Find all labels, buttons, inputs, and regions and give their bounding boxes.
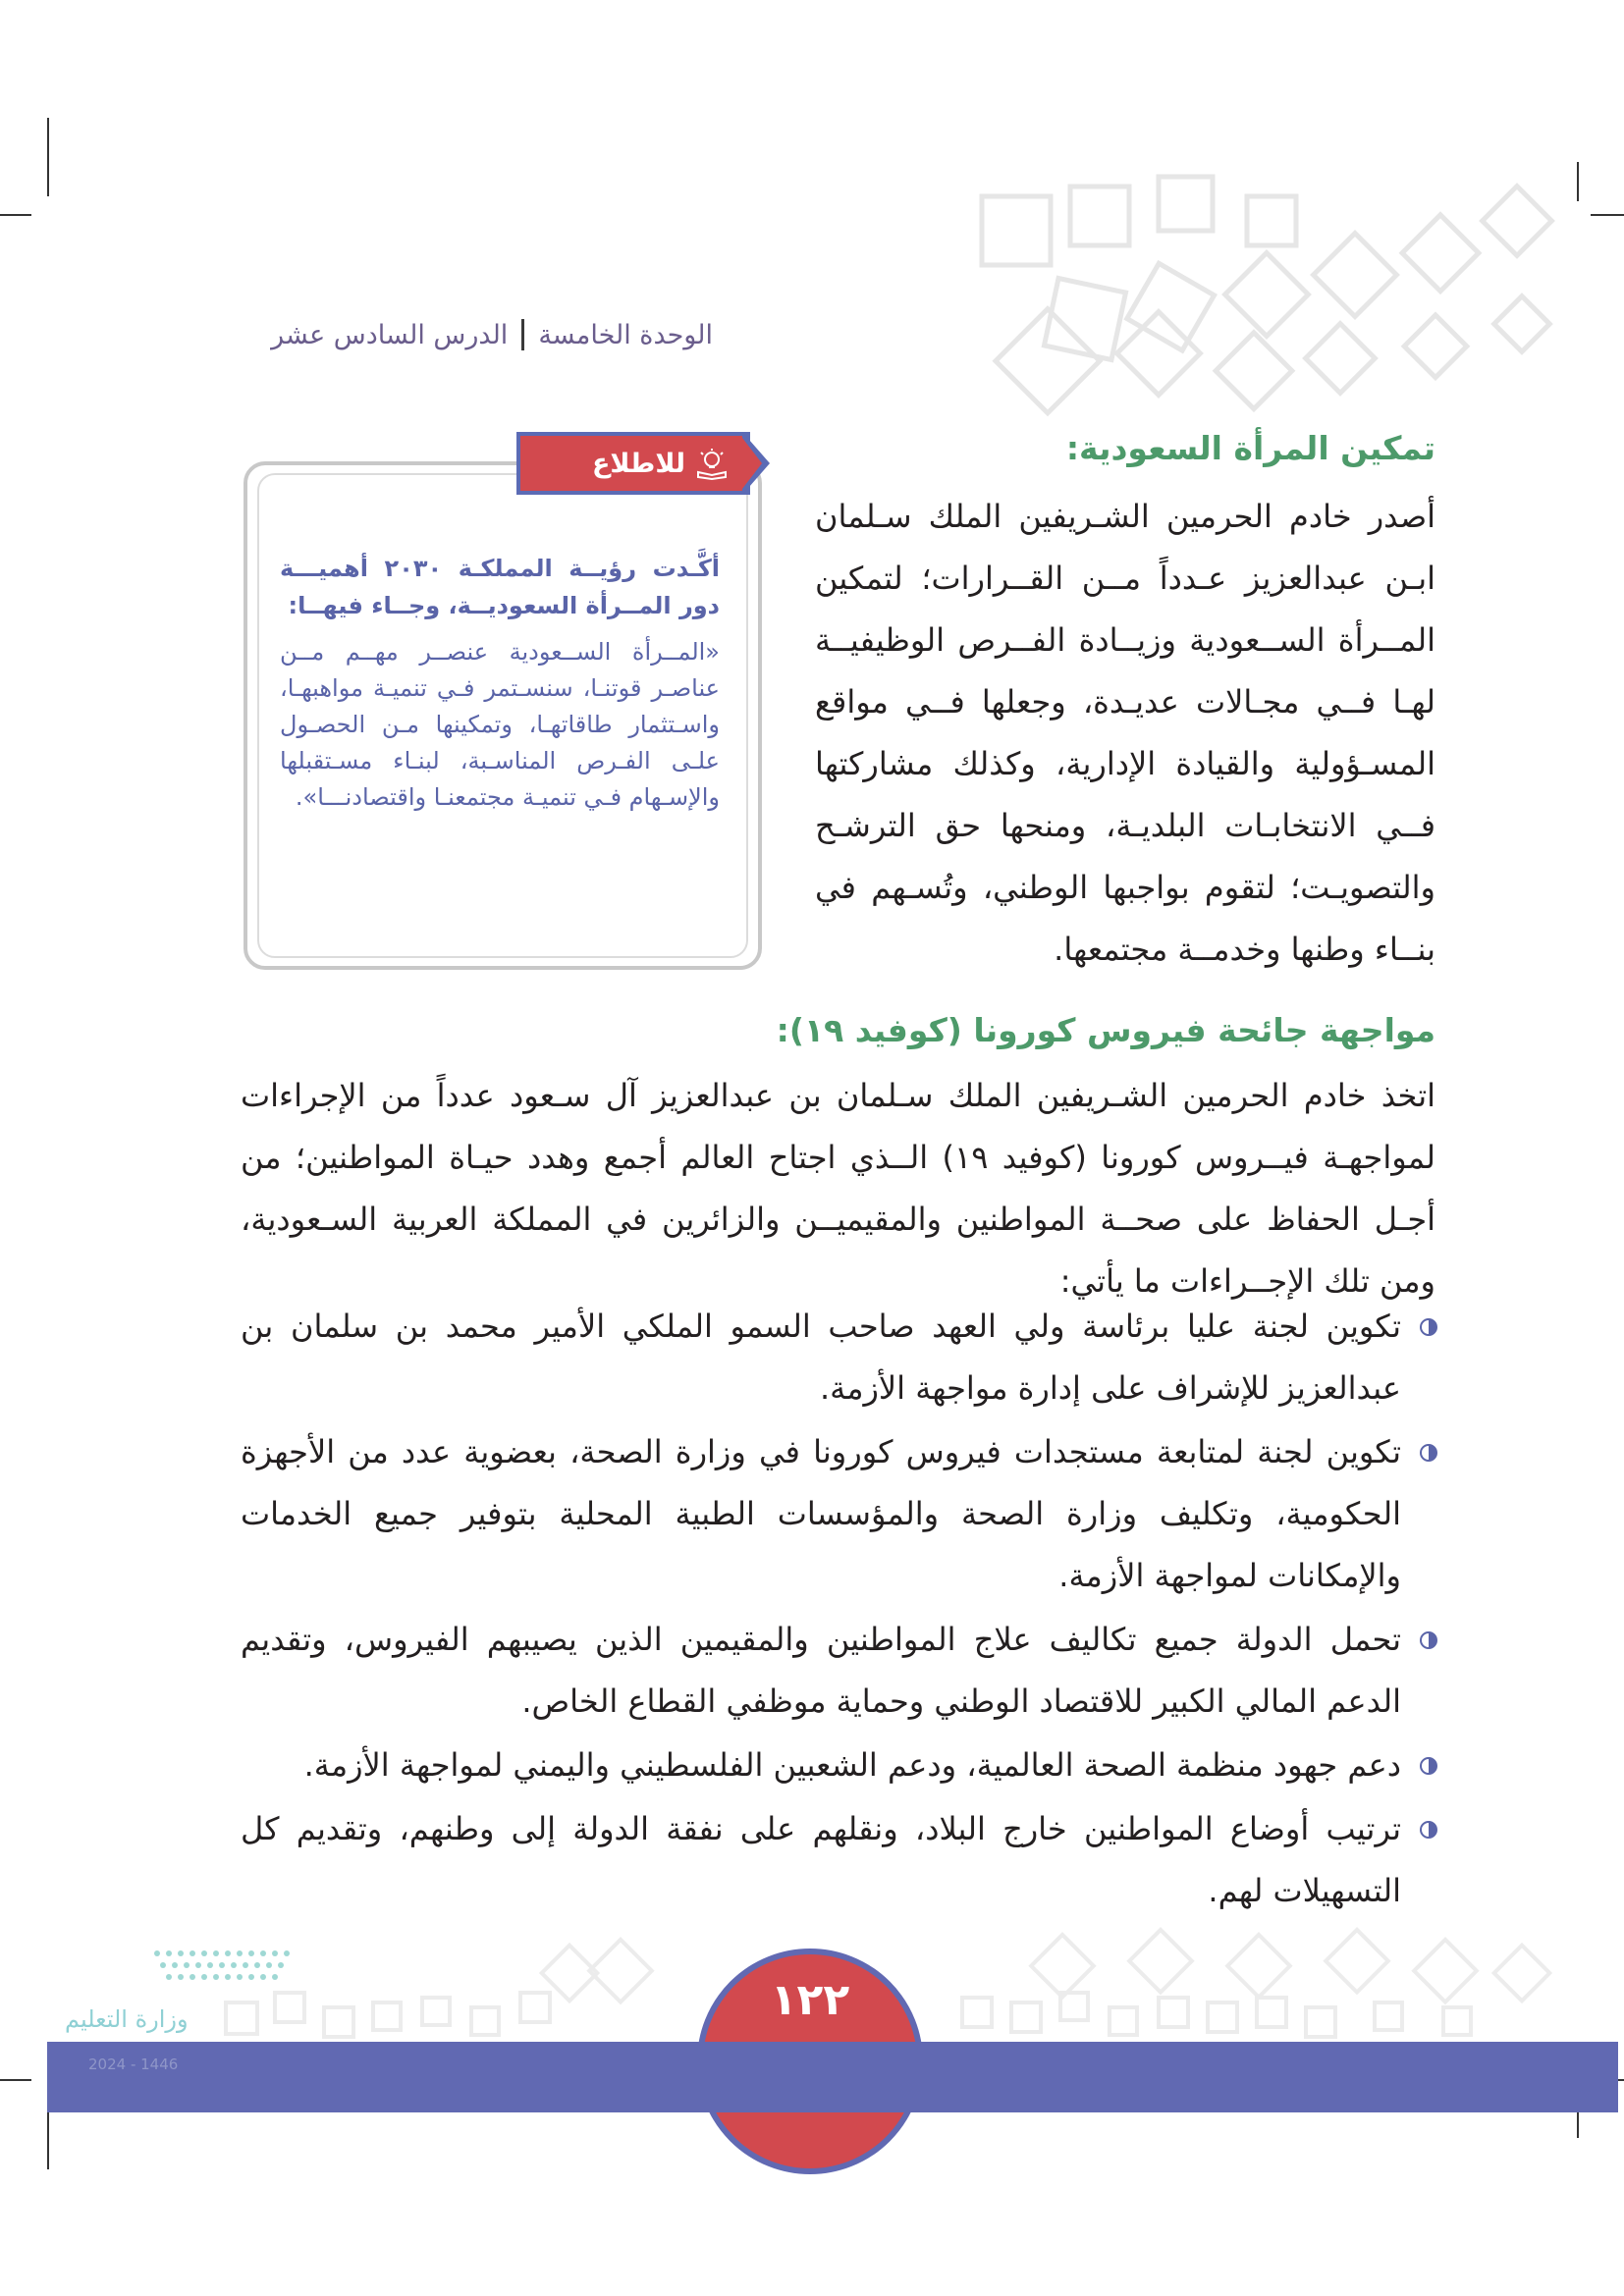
sidebar-title: أكَّـدت رؤيــة المملكـة ٢٠٣٠ أهميـــة دور المــرأة السعوديــة، وجــاء فيهــا: xyxy=(280,555,720,619)
list-item xyxy=(241,1609,1438,1733)
list-item-text: تكوين لجنة لمتابعة مستجدات فيروس كورونا في وزارة الصحة، بعضوية عدد من الأجهزة الحكومية، وتكليف وزارة الصحة والمؤسسات الطبية المحلية بتوفير جميع الخدمات والإمكانات لمواجهة الأزمة. xyxy=(241,1433,1401,1594)
sidebar-body: «المــرأة الســعودية عنصــر مهــم مــن عناصـر قوتنـا، سنسـتمر فـي تنميـة مواهبهـا، واسـتثمار طاقاتهـا، وتمكينها مـن الحصـول علـى الفـرص المناسـبة، لبنـاء مسـتقبلها والإسـهام فـي تنميـة مجتمعنـا واقتصادنـــا». xyxy=(280,638,720,811)
section-text-women-empowerment: أصدر خادم الحرمين الشـريفين الملك سـلمان ابـن عبدالعزيز عـدداً مــن القــرارات؛ لتمكين المــرأة الســعودية وزيــادة الفــرص الوظيفيــة لهـا فــي مجـالات عديـدة، وجعلها فــي مواقع المسـؤولية والقيادة الإدارية، وكذلك مشاركتها فــي الانتخابـات البلديـة، ومنحها حق الترشـح والتصويـت؛ لتقوم بواجبها الوطني، وتُسـهم في بنــاء وطنها وخدمــة مجتمعها. xyxy=(815,498,1435,968)
bullet-icon xyxy=(1419,1317,1438,1337)
breadcrumb xyxy=(236,319,713,350)
section-intro-covid: اتخذ خادم الحرمين الشـريفين الملك سـلمان بن عبدالعزيز آل سـعود عدداً من الإجراءات لمواجهـة فيــروس كورونا (كوفيد ١٩) الــذي اجتاح العالم أجمع وهدد حيـاة المواطنين؛ من أجـل الحفاظ على صحــة المواطنين والمقيميــن والزائرين في المملكة العربية السـعودية، ومن تلك الإجــراءات ما يأتي: xyxy=(241,1077,1436,1300)
lightbulb-book-icon xyxy=(695,447,729,480)
footer-bar xyxy=(47,2042,1618,2112)
ministry-year: 2024 - 1446 xyxy=(88,2056,179,2073)
crop-mark xyxy=(0,214,31,216)
list-item xyxy=(241,1798,1438,1922)
section-heading-covid: مواجهة جائحة فيروس كورونا (كوفيد ١٩): xyxy=(776,1011,1435,1049)
bullet-icon xyxy=(1419,1756,1438,1776)
list-item xyxy=(241,1735,1438,1796)
crop-mark xyxy=(1577,162,1579,201)
section-heading-women-empowerment: تمكين المرأة السعودية: xyxy=(1065,429,1435,467)
ribbon-arrow xyxy=(742,432,772,495)
bullet-icon xyxy=(1419,1443,1438,1463)
ministry-logo-icon xyxy=(147,1944,295,1993)
sidebar-label: للاطلاع xyxy=(591,448,685,479)
breadcrumb-unit: الوحدة الخامسة xyxy=(538,319,713,350)
breadcrumb-separator xyxy=(521,319,524,350)
list-item-text: ترتيب أوضاع المواطنين خارج البلاد، ونقلهم على نفقة الدولة إلى وطنهم، وتقديم كل التسهيلات لهم. xyxy=(241,1810,1401,1909)
sidebar-ribbon xyxy=(516,432,750,495)
ministry-name: وزارة التعليم xyxy=(65,2005,189,2033)
bullet-icon xyxy=(1419,1820,1438,1840)
list-item-text: دعم جهود منظمة الصحة العالمية، ودعم الشعبين الفلسطيني واليمني لمواجهة الأزمة. xyxy=(303,1746,1401,1784)
list-item xyxy=(241,1421,1438,1607)
list-item-text: تكوين لجنة عليا برئاسة ولي العهد صاحب السمو الملكي الأمير محمد بن سلمان بن عبدالعزيز للإشراف على إدارة مواجهة الأزمة. xyxy=(241,1308,1401,1407)
page-number: ١٢٢ xyxy=(770,1975,850,2025)
crop-mark xyxy=(1591,214,1624,216)
bullet-icon xyxy=(1419,1630,1438,1650)
crop-mark xyxy=(47,118,49,196)
list-item xyxy=(241,1296,1438,1419)
crop-mark xyxy=(0,2079,31,2081)
covid-measures-list xyxy=(241,1296,1438,1924)
breadcrumb-lesson: الدرس السادس عشر xyxy=(271,319,509,350)
list-item-text: تحمل الدولة جميع تكاليف علاج المواطنين والمقيمين الذين يصيبهم الفيروس، وتقديم الدعم المالي الكبير للاقتصاد الوطني وحماية موظفي القطاع الخاص. xyxy=(241,1621,1401,1720)
